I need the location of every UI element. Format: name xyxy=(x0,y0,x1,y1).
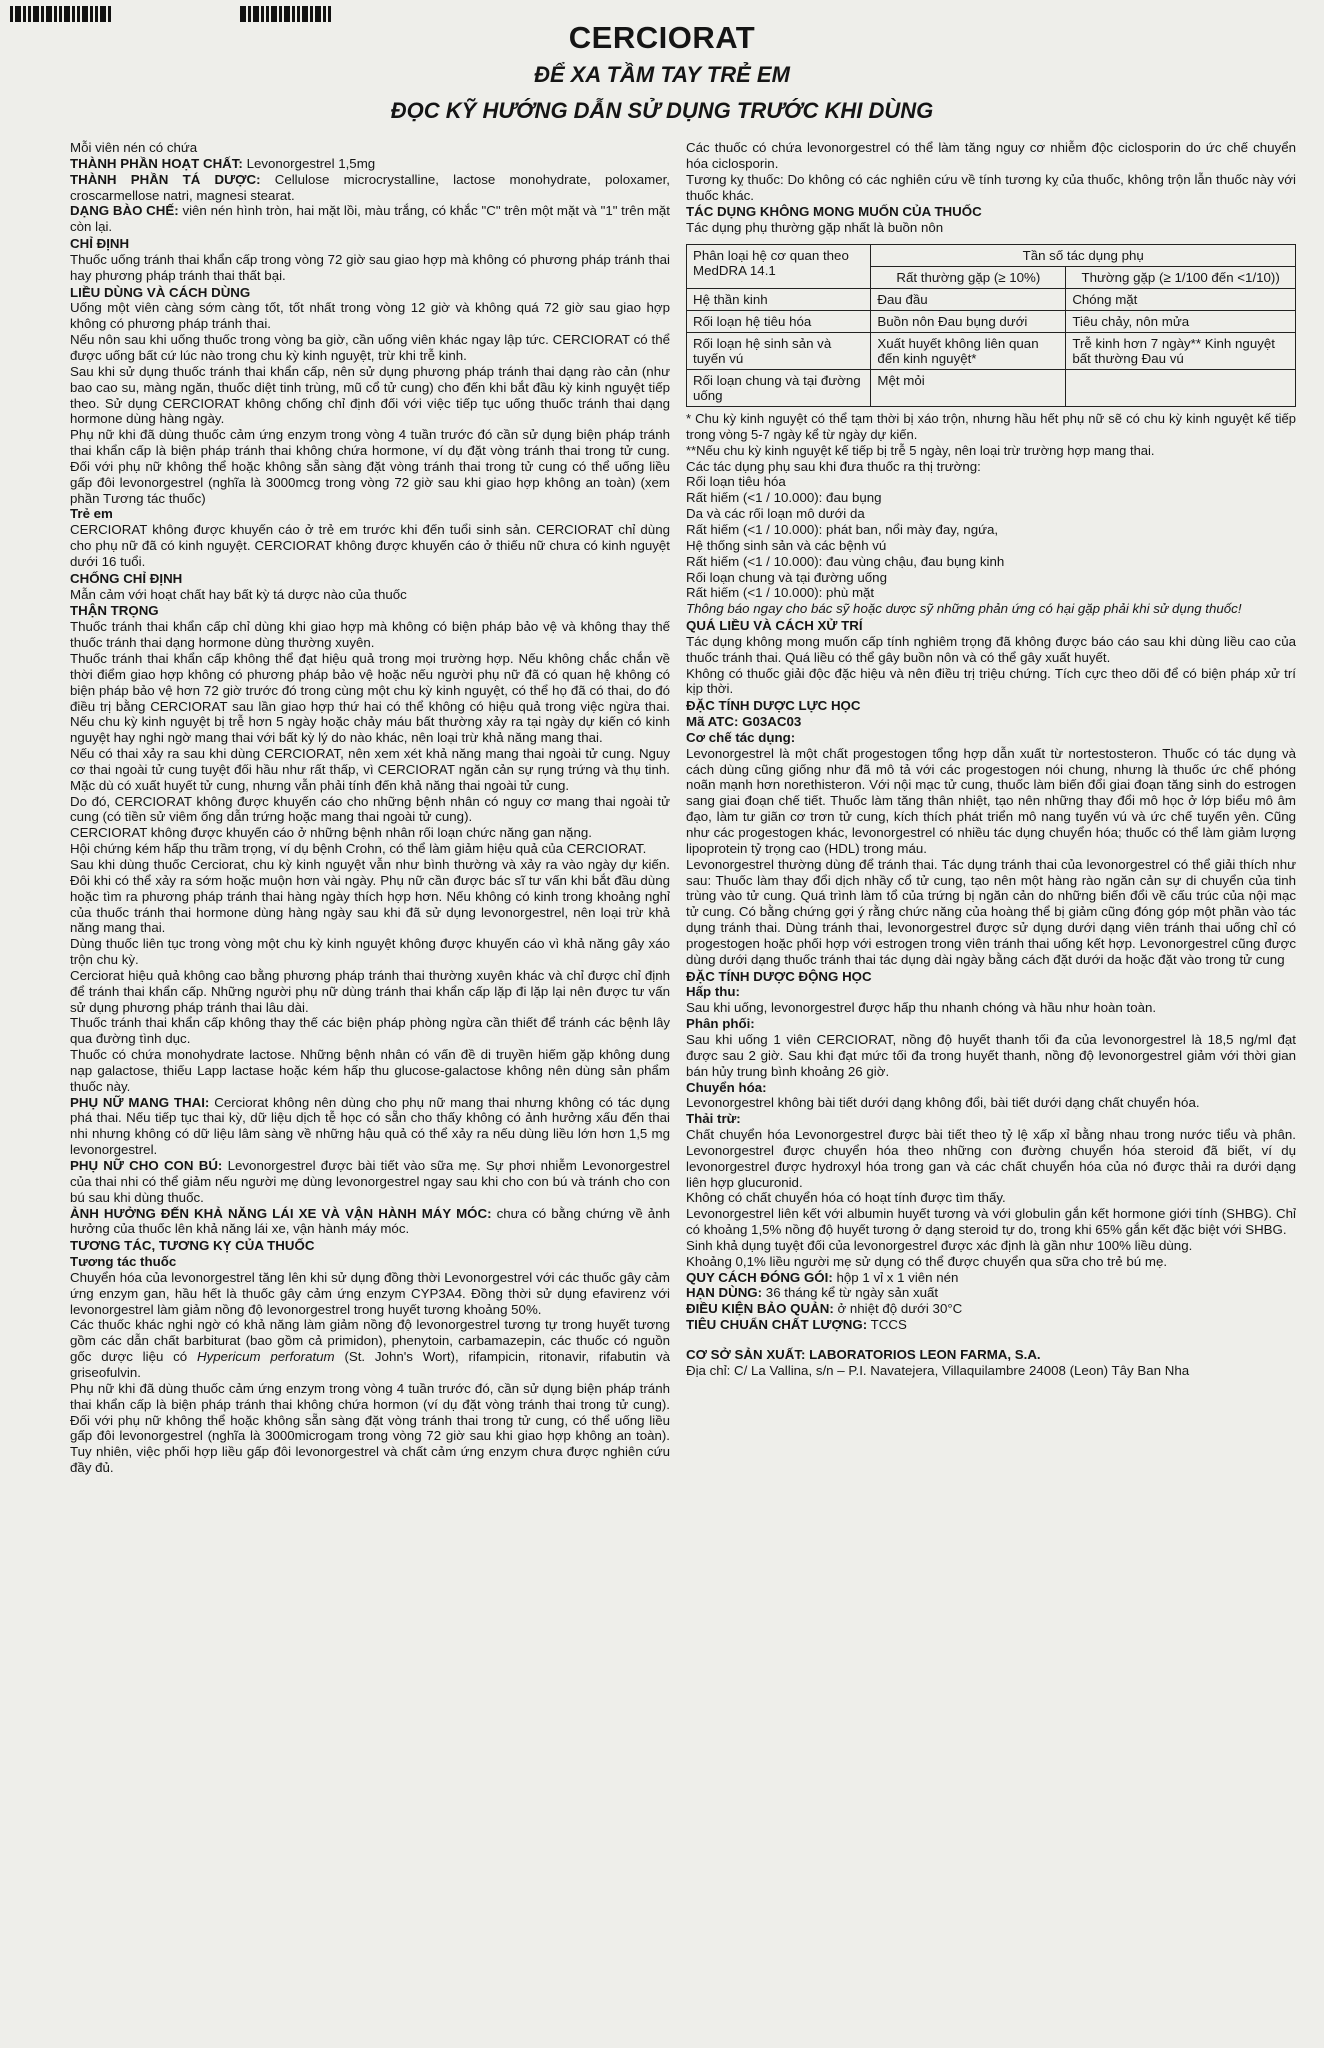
right-column xyxy=(686,140,1296,1379)
pregnancy-section: PHỤ NỮ MANG THAI: Cerciorat không nên dùng cho phụ nữ mang thai nhưng không có tác dụng phá thai. Nếu tiếp tục thai kỳ, dữ liệu dịch tễ học có sẵn cho thấy không có ảnh hưởng xấu đến thai nhi nhưng không có dữ liệu lâm sàng về những hậu quả có thể xảy ra nếu dùng liều lớn hơn 1,5 mg levonorgestrel. xyxy=(70,1094,670,1158)
children-heading: Trẻ em xyxy=(70,506,113,522)
caution-text: Dùng thuốc liên tục trong vòng một chu kỳ kinh nguyệt không được khuyến cáo vì khả năng gây xáo trộn chu kỳ. xyxy=(70,936,670,968)
distribution-heading: Phân phối: xyxy=(686,1016,755,1032)
dosage-text: Phụ nữ khi đã dùng thuốc cảm ứng enzym trong vòng 4 tuần trước đó cần sử dụng biện pháp tránh thai khẩn cấp là biện pháp tránh thai không chứa hormone, ví dụ đặt vòng tránh thai trong tử cung. Đối với phụ nữ không thể hoặc không sẵn sàng đặt vòng tránh thai trong tử cung có thể uống liều gấp đôi levonorgestrel (nghĩa là 3000mcg trong vòng 72 giờ sau khi giao hợp không an toàn) (xem phần Tương tác thuốc) xyxy=(70,427,670,506)
caution-text: Thuốc có chứa monohydrate lactose. Những bệnh nhân có vấn đề di truyền hiếm gặp không dung nạp galactose, thiếu Lapp lactase hoặc kém hấp thu glucose-galactose không nên dùng sản phẩm thuốc này. xyxy=(70,1047,670,1094)
keep-away-warning: ĐỂ XA TẦM TAY TRẺ EM xyxy=(534,62,790,87)
table-header-frequency: Tần số tác dụng phụ xyxy=(871,245,1296,267)
interaction-text: Các thuốc khác nghi ngờ có khả năng làm giảm nồng độ levonorgestrel tương tự trong huyết tương gồm các dẫn chất barbiturat (bao gồm cả primidon), phenytoin, carbamazepin, các thuốc có nguồn gốc dược liệu có Hypericum perforatum (St. John's Wort), rifampicin, ritonavir, rifabutin và griseofulvin. xyxy=(70,1317,670,1380)
absorption-heading: Hấp thu: xyxy=(686,984,740,1000)
post-marketing-item: Rất hiếm (<1 / 10.000): đau bụng xyxy=(686,490,882,506)
adverse-effects-heading: TÁC DỤNG KHÔNG MONG MUỐN CỦA THUỐC xyxy=(686,204,982,220)
metabolism-heading: Chuyển hóa: xyxy=(686,1079,767,1095)
left-column xyxy=(70,140,670,1476)
caution-text: Sau khi dùng thuốc Cerciorat, chu kỳ kinh nguyệt vẫn như bình thường và xảy ra vào ngày dự kiến. Đôi khi có thể xảy ra sớm hoặc muộn hơn vài ngày. Phụ nữ cần được bác sĩ tư vấn khi bắt đầu dùng hoặc tìm ra phương pháp tránh thai hàng ngày thích hợp hơn. Nếu không có kinh trong khoảng nghỉ của thuốc tránh thai hormone dùng hàng ngày sau khi đã sử dụng levonorgestrel, nên loại trừ khả năng mang thai. xyxy=(70,856,670,936)
caution-text: Thuốc tránh thai khẩn cấp không thể đạt hiệu quả trong mọi trường hợp. Nếu không chắc chắn về thời điểm giao hợp không có phương pháp bảo vệ hoặc nếu người phụ nữ đã có quan hệ không có biện pháp bảo vệ hơn 72 giờ trước đó trong cùng một chu kỳ kinh nguyệt, có thể họ đã có thai, do đó điều trị bằng CERCIORAT sau lần giao hợp thứ hai có thể không có hiệu quả trong việc ngừa thai. Nếu chu kỳ kinh nguyệt bị trễ hơn 5 ngày hoặc chảy máu bất thường xảy ra tại ngày dự kiến có kinh nguyệt hay nghi ngờ mang thai với bất kỳ lý do nào khác, nên loại trừ khả năng mang thai. xyxy=(70,651,670,746)
ciclosporin-text: Các thuốc có chứa levonorgestrel có thể làm tăng nguy cơ nhiễm độc ciclosporin do ức chế chuyển hóa ciclosporin. xyxy=(686,140,1296,171)
contraindication-heading: CHỐNG CHỈ ĐỊNH xyxy=(70,570,183,586)
post-marketing-text: Các tác dụng phụ sau khi đưa thuốc ra thị trường: xyxy=(686,458,981,474)
post-marketing-item: Rất hiếm (<1 / 10.000): phát ban, nổi mày đay, ngứa, xyxy=(686,521,999,537)
children-text: CERCIORAT không được khuyến cáo ở trẻ em trước khi đến tuổi sinh sản. CERCIORAT chỉ dùng cho phụ nữ đã có kinh nguyệt. CERCIORAT không được khuyến cáo ở thiếu nữ chưa có kinh nguyệt dưới 16 tuổi. xyxy=(70,522,670,569)
read-instructions-warning: ĐỌC KỸ HƯỚNG DẪN SỬ DỤNG TRƯỚC KHI DÙNG xyxy=(390,98,934,123)
elimination-text: Không có chất chuyển hóa có hoạt tính được tìm thấy. xyxy=(686,1190,1006,1206)
storage-conditions: ĐIỀU KIỆN BẢO QUẢN: ở nhiệt độ dưới 30°C xyxy=(686,1301,963,1317)
overdose-text: Không có thuốc giải độc đặc hiệu và nên điều trị triệu chứng. Tích cực theo dõi để có biện pháp xử trí kịp thời. xyxy=(686,665,1296,697)
tablet-contains: Mỗi viên nén có chứa xyxy=(70,140,198,155)
atc-code: Mã ATC: G03AC03 xyxy=(686,714,802,730)
interaction-text: Phụ nữ khi đã dùng thuốc cảm ứng enzym trong vòng 4 tuần trước đó, cần sử dụng biện pháp tránh thai khẩn cấp là biện pháp tránh thai không chứa hormon (ví dụ đặt vòng tránh thai trong tử cung). Đối với phụ nữ không thể hoặc không sẵn sàng đặt vòng tránh thai trong tử cung, có thể uống liều gấp đôi levonorgestrel (nghĩa là 3000microgam trong vòng 72 giờ sau khi giao hợp không an toàn). Tuy nhiên, việc phối hợp liều gấp đôi levonorgestrel và chất cảm ứng enzym chưa được nghiên cứu đầy đủ. xyxy=(70,1380,670,1476)
caution-text: CERCIORAT không được khuyến cáo ở những bệnh nhân rối loạn chức năng gan nặng. xyxy=(70,825,592,841)
quality-standard: TIÊU CHUẨN CHẤT LƯỢNG: TCCS xyxy=(686,1317,907,1333)
packaging: QUY CÁCH ĐÓNG GÓI: hộp 1 vỉ x 1 viên nén xyxy=(686,1269,959,1285)
manufacturer-address: Địa chỉ: C/ La Vallina, s/n – P.I. Navatejera, Villaquilambre 24008 (Leon) Tây Ban Nha xyxy=(686,1362,1190,1378)
metabolism-text: Levonorgestrel không bài tiết dưới dạng không đổi, bài tiết dưới dạng chất chuyển hóa. xyxy=(686,1095,1200,1111)
pharmacodynamics-text: Levonorgestrel thường dùng để tránh thai. Tác dụng tránh thai của levonorgestrel có thể giải thích như sau: Thuốc làm thay đổi dịch nhầy cổ tử cung, tạo nên một hàng rào ngăn cản sự di chuyển của tinh trùng vào tử cung. Quá trình làm tổ của trứng bị ngăn cản do những biến đổi về cấu trúc của nội mạc tử cung. Có bằng chứng gợi ý rằng chức năng của hoàng thể bị giảm cũng đóng góp một phần vào tác dụng tránh thai. Dùng tránh thai, levonorgestrel được sử dụng dưới dạng viên tránh thai uống chỉ có progestogen hoặc phối hợp với estrogen trong viên tránh thai uống kết hợp. Levonorgestrel cũng được dùng dưới dạng thuốc tránh thai tác dụng dài ngày bằng cách đặt dưới da hoặc đặt vào trong tử cung xyxy=(686,856,1296,967)
absorption-text: Sau khi uống, levonorgestrel được hấp thu nhanh chóng và hầu như hoàn toàn. xyxy=(686,1000,1157,1016)
post-marketing-item: Da và các rối loạn mô dưới da xyxy=(686,506,865,522)
caution-text: Hội chứng kém hấp thu trầm trọng, ví dụ bệnh Crohn, có thể làm giảm hiệu quả của CERCIORAT. xyxy=(70,841,647,857)
overdose-heading: QUÁ LIỀU VÀ CÁCH XỬ TRÍ xyxy=(686,618,863,634)
post-marketing-item: Rối loạn chung và tại đường uống xyxy=(686,569,887,585)
table-header-common: Thường gặp (≥ 1/100 đến <1/10)) xyxy=(1066,267,1296,289)
dosage-text: Uống một viên càng sớm càng tốt, tốt nhất trong vòng 12 giờ và không quá 72 giờ sau giao hợp không có phương pháp tránh thai. xyxy=(70,300,670,332)
side-effects-table xyxy=(686,244,1296,407)
adverse-effects-text: Tác dụng phụ thường gặp nhất là buồn nôn xyxy=(686,220,944,236)
interaction-subheading: Tương tác thuốc xyxy=(70,1254,177,1270)
incompatibility-text: Tương kỵ thuốc: Do không có các nghiên cứu về tính tương kỵ của thuốc, không trộn lẫn thuốc này với thuốc khác. xyxy=(686,171,1296,203)
active-ingredient: THÀNH PHẦN HOẠT CHẤT: Levonorgestrel 1,5mg xyxy=(70,155,376,171)
elimination-text: Chất chuyển hóa Levonorgestrel được bài tiết theo tỷ lệ xấp xỉ bằng nhau trong nước tiểu và phân. Levonorgestrel được chuyển hóa theo những con đường chuyển hóa steroid đã biết, ví dụ levonorgestrel được hydroxyl hóa trong gan và các chất chuyển hóa của nó được thải ra dưới dạng liên hợp glucuronid. xyxy=(686,1127,1296,1190)
distribution-text: Sau khi uống 1 viên CERCIORAT, nồng độ huyết thanh tối đa của levonorgestrel là 18,5 ng/ml đạt được sau 2 giờ. Sau khi đạt mức tối đa trong huyết thanh, nồng độ levonorgestrel giảm với thời gian bán hủy trung bình khoảng 26 giờ. xyxy=(686,1031,1296,1079)
post-marketing-item: Rối loạn tiêu hóa xyxy=(686,474,786,490)
caution-text: Nếu có thai xảy ra sau khi dùng CERCIORAT, nên xem xét khả năng mang thai ngoài tử cung. Nguy cơ thai ngoài tử cung tuyệt đối hầu như rất thấp, vì CERCIORAT ngăn cản sự rụng trứng và thụ tinh. Mặc dù có xuất huyết tử cung, nhưng vẫn phải tính đến khả năng thai ngoài tử cung. xyxy=(70,746,670,793)
table-footnote: **Nếu chu kỳ kinh nguyệt kế tiếp bị trễ 5 ngày, nên loại trừ trường hợp mang thai. xyxy=(686,442,1155,458)
elimination-text: Khoảng 0,1% liều người mẹ sử dụng có thể được chuyển qua sữa cho trẻ bú mẹ. xyxy=(686,1253,1168,1269)
elimination-text: Sinh khả dụng tuyệt đối của levonorgestrel được xác định là gần như 100% liều dùng. xyxy=(686,1237,1193,1253)
caution-text: Thuốc tránh thai khẩn cấp không thay thế các biện pháp phòng ngừa cần thiết để tránh các bệnh lây qua đường tình dục. xyxy=(70,1015,670,1047)
elimination-text: Levonorgestrel liên kết với albumin huyết tương và với globulin gắn kết hormone giới tính (SHBG). Chỉ có khoảng 1,5% nồng độ huyết tương ở dạng steroid tự do, trong khi 65% gắn kết đặc biệt với SHBG. xyxy=(686,1206,1296,1238)
indication-text: Thuốc uống tránh thai khẩn cấp trong vòng 72 giờ sau giao hợp mà không có phương pháp tránh thai hay phương pháp tránh thai thất bại. xyxy=(70,251,670,283)
table-row: Rối loạn hệ tiêu hóa Buồn nôn Đau bụng dưới Tiêu chảy, nôn mửa xyxy=(687,311,1296,333)
shelf-life: HẠN DÙNG: 36 tháng kể từ ngày sản xuất xyxy=(686,1285,939,1301)
table-header-very-common: Rất thường gặp (≥ 10%) xyxy=(871,267,1066,289)
post-marketing-item: Hệ thống sinh sản và các bệnh vú xyxy=(686,537,887,553)
caution-text: Do đó, CERCIORAT không được khuyến cáo cho những bệnh nhân có nguy cơ mang thai ngoài tử cung (có tiền sử viêm ống dẫn trứng hoặc mang thai ngoài tử cung). xyxy=(70,793,670,825)
caution-heading: THẬN TRỌNG xyxy=(70,603,159,619)
manufacturer: CƠ SỞ SẢN XUẤT: LABORATORIOS LEON FARMA, S.A. xyxy=(686,1347,1041,1362)
table-footnote: * Chu kỳ kinh nguyệt có thể tạm thời bị xáo trộn, nhưng hầu hết phụ nữ sẽ có chu kỳ kinh nguyệt kế tiếp trong vòng 5-7 ngày kể từ ngày dự kiến. xyxy=(686,411,1296,442)
table-row: Hệ thần kinh Đau đầu Chóng mặt xyxy=(687,289,1296,311)
contraindication-text: Mẫn cảm với hoạt chất hay bất kỳ tá dược nào của thuốc xyxy=(70,586,407,602)
indication-heading: CHỈ ĐỊNH xyxy=(70,236,130,252)
table-row: Rối loạn chung và tại đường uống Mệt mỏi xyxy=(687,370,1296,407)
driving-section: ẢNH HƯỞNG ĐẾN KHẢ NĂNG LÁI XE VÀ VẬN HÀNH MÁY MÓC: chưa có bằng chứng về ảnh hưởng của thuốc lên khả năng lái xe, vận hành máy móc. xyxy=(70,1205,670,1237)
table-header-organ-class: Phân loại hệ cơ quan theo MedDRA 14.1 xyxy=(687,245,871,289)
elimination-heading: Thải trừ: xyxy=(686,1111,741,1127)
interaction-text: Chuyển hóa của levonorgestrel tăng lên khi sử dụng đồng thời Levonorgestrel với các thuốc gây cảm ứng enzym gan, hầu hết là thuốc gây cảm ứng enzym CYP3A4. Đồng thời sử dụng efavirenz với levonorgestrel làm giảm nồng độ levonorgestrel trong huyết tương khoảng 50%. xyxy=(70,1269,670,1317)
leaflet-header xyxy=(0,20,1324,124)
dosage-heading: LIỀU DÙNG VÀ CÁCH DÙNG xyxy=(70,284,251,300)
mechanism-heading: Cơ chế tác dụng: xyxy=(686,729,796,745)
dosage-form: DẠNG BÀO CHẾ: viên nén hình tròn, hai mặt lồi, màu trắng, có khắc "C" trên một mặt và "1" trên mặt còn lại. xyxy=(70,203,670,235)
post-marketing-item: Rất hiếm (<1 / 10.000): phù mặt xyxy=(686,585,875,601)
dosage-text: Sau khi sử dụng thuốc tránh thai khẩn cấp, nên sử dụng phương pháp tránh thai dạng rào cản (như bao cao su, màng ngăn, thuốc diệt tinh trùng, mũ cổ tử cung) cho đến khi bắt đầu kỳ kinh nguyệt tiếp theo. Sử dụng CERCIORAT không chống chỉ định đối với việc tiếp tục uống thuốc tránh thai dạng hormone dùng hàng ngày. xyxy=(70,363,670,427)
excipients: THÀNH PHẦN TÁ DƯỢC: Cellulose microcrystalline, lactose monohydrate, poloxamer, croscarmellose natri, magnesi stearat. xyxy=(70,171,670,203)
interaction-heading: TƯƠNG TÁC, TƯƠNG KỴ CỦA THUỐC xyxy=(70,1238,315,1254)
pharmacodynamics-heading: ĐẶC TÍNH DƯỢC LỰC HỌC xyxy=(686,698,861,714)
post-marketing-item: Rất hiếm (<1 / 10.000): đau vùng chậu, đau bụng kinh xyxy=(686,553,1005,569)
pharmacodynamics-text: Levonorgestrel là một chất progestogen tổng hợp dẫn xuất từ nortestosteron. Thuốc có tác dụng và cách dùng cũng giống như đã mô tả với các progestogen nói chung, nhưng là thuốc ức chế phóng noãn mạnh hơn norethisteron. Với nội mạc tử cung, thuốc làm biến đổi giai đoạn tăng sinh do estrogen sang giai đoạn chế tiết. Thuốc làm tăng thân nhiệt, tạo nên những thay đổi mô học ở lớp biểu mô âm đạo, làm tư giãn cơ trơn tử cung, kích thích phát triển mô nang tuyến vú và ức chế tuyến yên. Cũng như các progestogen khác, levonorgestrel có nhiều tác dụng chuyển hóa; thuốc có thể làm giảm lượng lipoprotein tỷ trọng cao (HDL) trong máu. xyxy=(686,745,1296,856)
dosage-text: Nếu nôn sau khi uống thuốc trong vòng ba giờ, cần uống viên khác ngay lập tức. CERCIORAT có thể được uống bất cứ lúc nào trong chu kỳ kinh nguyệt, trừ khi trễ kinh. xyxy=(70,332,670,363)
table-row: Rối loạn hệ sinh sản và tuyến vú Xuất huyết không liên quan đến kinh nguyệt* Trễ kinh hơn 7 ngày** Kinh nguyệt bất thường Đau vú xyxy=(687,333,1296,370)
caution-text: Cerciorat hiệu quả không cao bằng phương pháp tránh thai thường xuyên khác và chỉ được chỉ định để tránh thai khẩn cấp. Những người phụ nữ dùng tránh thai khẩn cấp lặp đi lặp lại nên được tư vấn sử dụng phương pháp tránh thai lâu dài. xyxy=(70,967,670,1015)
caution-text: Thuốc tránh thai khẩn cấp chỉ dùng khi giao hợp mà không có biện pháp bảo vệ và không thay thế thuốc tránh thai dạng hormone dùng thường xuyên. xyxy=(70,619,670,651)
brand-title: CERCIORAT xyxy=(568,20,756,55)
notify-doctor-text: Thông báo ngay cho bác sỹ hoặc dược sỹ những phản ứng có hại gặp phải khi sử dụng thuốc! xyxy=(686,601,1242,617)
overdose-text: Tác dụng không mong muốn cấp tính nghiêm trọng đã không được báo cáo sau khi dùng liều cao của thuốc tránh thai. Quá liều có thể gây buồn nôn và có thể gây xuất huyết. xyxy=(686,633,1296,665)
breastfeeding-section: PHỤ NỮ CHO CON BÚ: Levonorgestrel được bài tiết vào sữa mẹ. Sự phơi nhiễm Levonorgestrel của thai nhi có thể giảm nếu người mẹ dùng levonorgestrel ngay sau khi cho con bú và tránh cho con bú sau khi dùng thuốc. xyxy=(70,1158,670,1205)
pharmacokinetics-heading: ĐẶC TÍNH DƯỢC ĐỘNG HỌC xyxy=(686,968,872,984)
